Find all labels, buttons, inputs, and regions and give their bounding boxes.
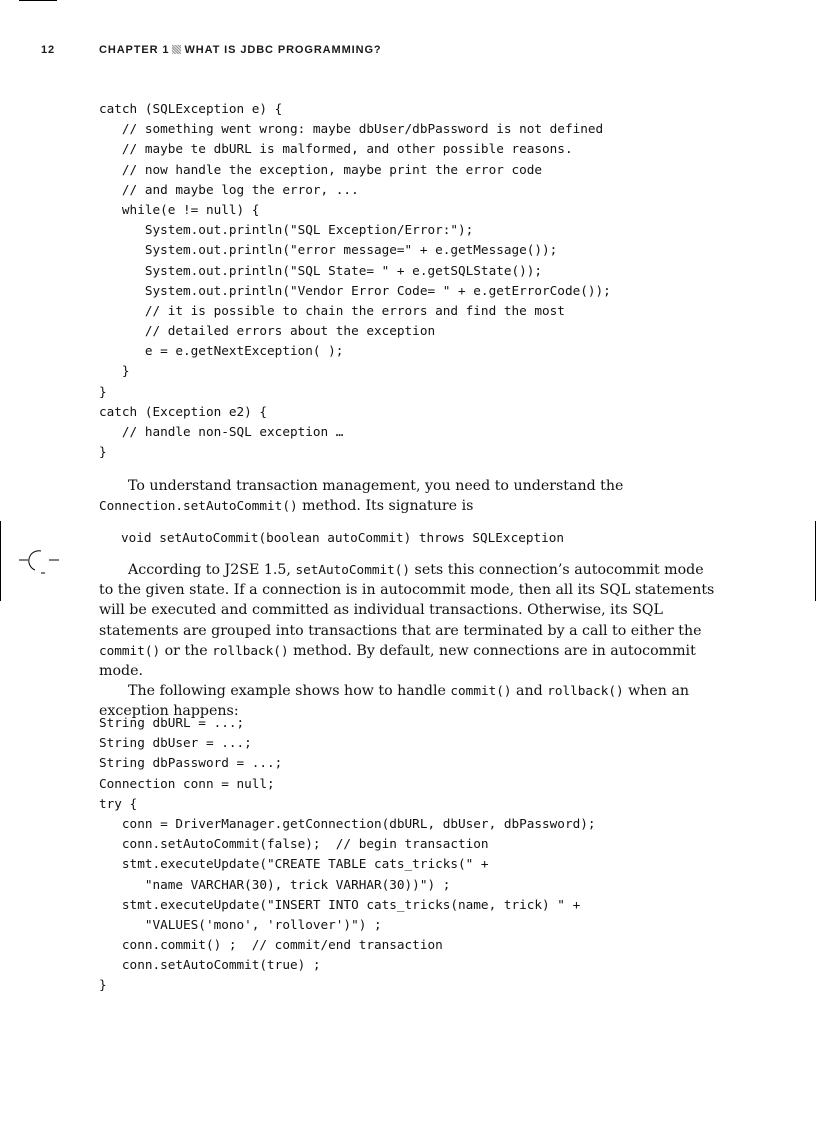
para-text: The following example shows how to handle (128, 683, 451, 700)
chapter-number: CHAPTER 1 (99, 44, 170, 56)
code-line: } (99, 363, 130, 379)
registration-mark-icon (19, 549, 63, 575)
chapter-title: WHAT IS JDBC PROGRAMMING? (184, 44, 382, 56)
code-line: String dbURL = ...; (99, 715, 245, 730)
para-text: when an exception happens: (99, 683, 690, 720)
code-line: } (99, 383, 107, 399)
running-head (0, 44, 816, 58)
inline-code: commit() (450, 683, 512, 699)
code-line: stmt.executeUpdate("INSERT INTO cats_tricks(name, trick) " + (99, 896, 581, 912)
code-line: String dbUser = ...; (99, 735, 252, 751)
para-text: method. By default, new connections are in autocommit mode. (99, 642, 696, 680)
code-block-transaction-example (99, 713, 596, 996)
para-text: sets this connection’s autocommit mode to the given state. If a connection is in autocommit mode, then all its SQL statements will be executed and committed as individual transactions. Otherwise, its SQL statements are grouped into transactions that are terminated by a call to either the (99, 562, 715, 639)
para-text: and (511, 683, 548, 700)
code-line: catch (SQLException e) { (99, 101, 283, 116)
inline-code: setAutoCommit() (295, 562, 411, 577)
code-line: } (99, 977, 107, 993)
code-line: } (99, 444, 107, 460)
code-line: e = e.getNextException( ); (99, 343, 344, 359)
code-line: Connection conn = null; (99, 775, 275, 791)
code-line: catch (Exception e2) { (99, 403, 268, 419)
code-line: "VALUES('mono', 'rollover')") ; (99, 916, 382, 932)
code-line: conn.setAutoCommit(false); // begin transaction (99, 836, 489, 852)
page-number: 12 (41, 44, 56, 56)
code-line: // now handle the exception, maybe print the error code (99, 161, 543, 177)
para-text: method. Its signature is (297, 498, 474, 515)
code-line: System.out.println("SQL State= " + e.getSQLState()); (99, 262, 543, 278)
paragraph-autocommit (99, 560, 719, 722)
code-line: try { (99, 795, 138, 811)
code-block-exception-handling (99, 99, 611, 462)
code-line: conn.setAutoCommit(true) ; (99, 957, 321, 973)
inline-code: rollback() (547, 683, 624, 699)
chapter-separator-icon (172, 45, 181, 54)
para-text: According to J2SE 1.5, (128, 562, 296, 578)
para-text: or the (160, 642, 213, 659)
code-line: System.out.println("SQL Exception/Error:"); (99, 222, 474, 238)
code-line: // handle non-SQL exception … (99, 424, 344, 439)
code-line: System.out.println("error message=" + e.getMessage()); (99, 242, 558, 258)
code-line: stmt.executeUpdate("CREATE TABLE cats_tricks(" + (99, 856, 489, 872)
code-line: while(e != null) { (99, 201, 260, 217)
inline-code: Connection.setAutoCommit() (99, 498, 298, 514)
inline-code: commit() (99, 642, 161, 658)
code-line: String dbPassword = ...; (99, 755, 283, 771)
para-text: To understand transaction management, you need to understand the (128, 478, 624, 494)
code-line: // something went wrong: maybe dbUser/dbPassword is not defined (99, 121, 604, 137)
code-line: "name VARCHAR(30), trick VARHAR(30))") ; (99, 876, 451, 892)
code-line: // it is possible to chain the errors and find the most (99, 302, 565, 318)
code-line: // and maybe log the error, ... (99, 181, 359, 197)
chapter-label (99, 44, 382, 56)
inline-code: rollback() (212, 642, 289, 658)
code-line: System.out.println("Vendor Error Code= " + e.getErrorCode()); (99, 282, 611, 298)
code-line: conn = DriverManager.getConnection(dbURL, dbUser, dbPassword); (99, 815, 596, 831)
method-signature: void setAutoCommit(boolean autoCommit) throws SQLException (121, 530, 565, 545)
left-margin-rule (0, 521, 1, 601)
code-line: conn.commit() ; // commit/end transaction (99, 937, 443, 953)
top-crop-rule (19, 0, 57, 1)
code-line: // maybe te dbURL is malformed, and other possible reasons. (99, 141, 573, 157)
paragraph-transaction-intro (99, 476, 719, 516)
code-line: // detailed errors about the exception (99, 323, 436, 339)
